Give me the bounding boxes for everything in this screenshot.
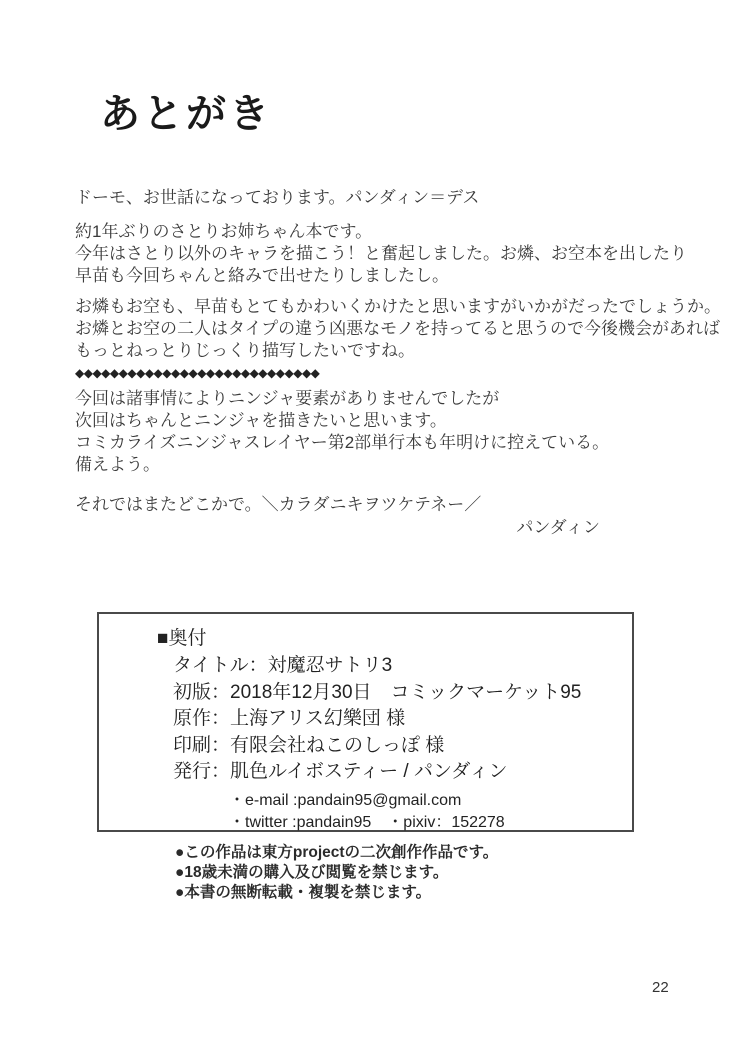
afterword-paragraph-1	[75, 187, 479, 209]
colophon-row-printer: 印刷：有限会社ねこのしっぽ 様	[173, 734, 445, 756]
colophon-heading: ■奥付	[157, 628, 207, 649]
contact-social: ・twitter :pandain95 ・pixiv：152278	[229, 813, 505, 831]
text-line: お燐もお空も、早苗もとてもかわいくかけたと思いますがいかがだったでしょうか。	[75, 297, 721, 316]
page-title: あとがき	[100, 91, 272, 136]
text-line: 約1年ぶりのさとりお姉ちゃん本です。	[75, 222, 373, 241]
colophon-row-publisher: 発行：肌色ルイボスティー / パンダィン	[173, 761, 508, 782]
text-line: 今回は諸事情によりニンジャ要素がありませんでしたが	[75, 389, 500, 408]
afterword-paragraph-4	[75, 388, 609, 476]
notice-age-restriction: ●18歳未満の購入及び閲覧を禁じます。	[175, 864, 449, 881]
text-line: コミカライズニンジャスレイヤー第2部単行本も年明けに控えている。	[75, 433, 610, 452]
text-line: ドーモ、お世話になっております。パンダィン＝デス	[75, 188, 480, 207]
colophon-box	[97, 612, 634, 832]
colophon-row-first-edition: 初版：2018年12月30日 コミックマーケット95	[173, 681, 582, 703]
notice-no-reproduction: ●本書の無断転載・複製を禁じます。	[175, 884, 432, 901]
notice-derivative-work: ●この作品は東方projectの二次創作作品です。	[175, 844, 499, 861]
page-number: 22	[652, 979, 669, 996]
text-line: 今年はさとり以外のキャラを描こう！と奮起しました。お燐、お空本を出したり	[75, 244, 687, 263]
text-line: それではまたどこかで。＼カラダニキヲツケテネー／	[75, 495, 482, 514]
legal-notices	[175, 843, 498, 903]
text-line: もっとねっとりじっくり描写したいですね。	[75, 341, 415, 360]
colophon-contact	[229, 790, 632, 834]
colophon-row-original-work: 原作：上海アリス幻樂団 様	[173, 708, 406, 729]
text-line: 次回はちゃんとニンジャを描きたいと思います。	[75, 411, 447, 430]
colophon-rows	[173, 653, 632, 786]
text-line: 早苗も今回ちゃんと絡みで出せたりしましたし。	[75, 266, 449, 285]
author-signature: パンダィン	[516, 518, 600, 537]
diamond-divider: ◆◆◆◆◆◆◆◆◆◆◆◆◆◆◆◆◆◆◆◆◆◆◆◆◆◆◆◆	[75, 366, 320, 380]
text-line: お燐とお空の二人はタイプの違う凶悪なモノを持ってると思うので今後機会があれば	[75, 319, 720, 338]
afterword-paragraph-3	[75, 296, 721, 362]
closing-line	[75, 494, 481, 516]
text-line: 備えよう。	[75, 455, 160, 474]
contact-email: ・e-mail :pandain95@gmail.com	[229, 791, 462, 809]
colophon-row-title: タイトル：対魔忍サトリ3	[173, 655, 393, 676]
afterword-paragraph-2	[75, 221, 687, 287]
